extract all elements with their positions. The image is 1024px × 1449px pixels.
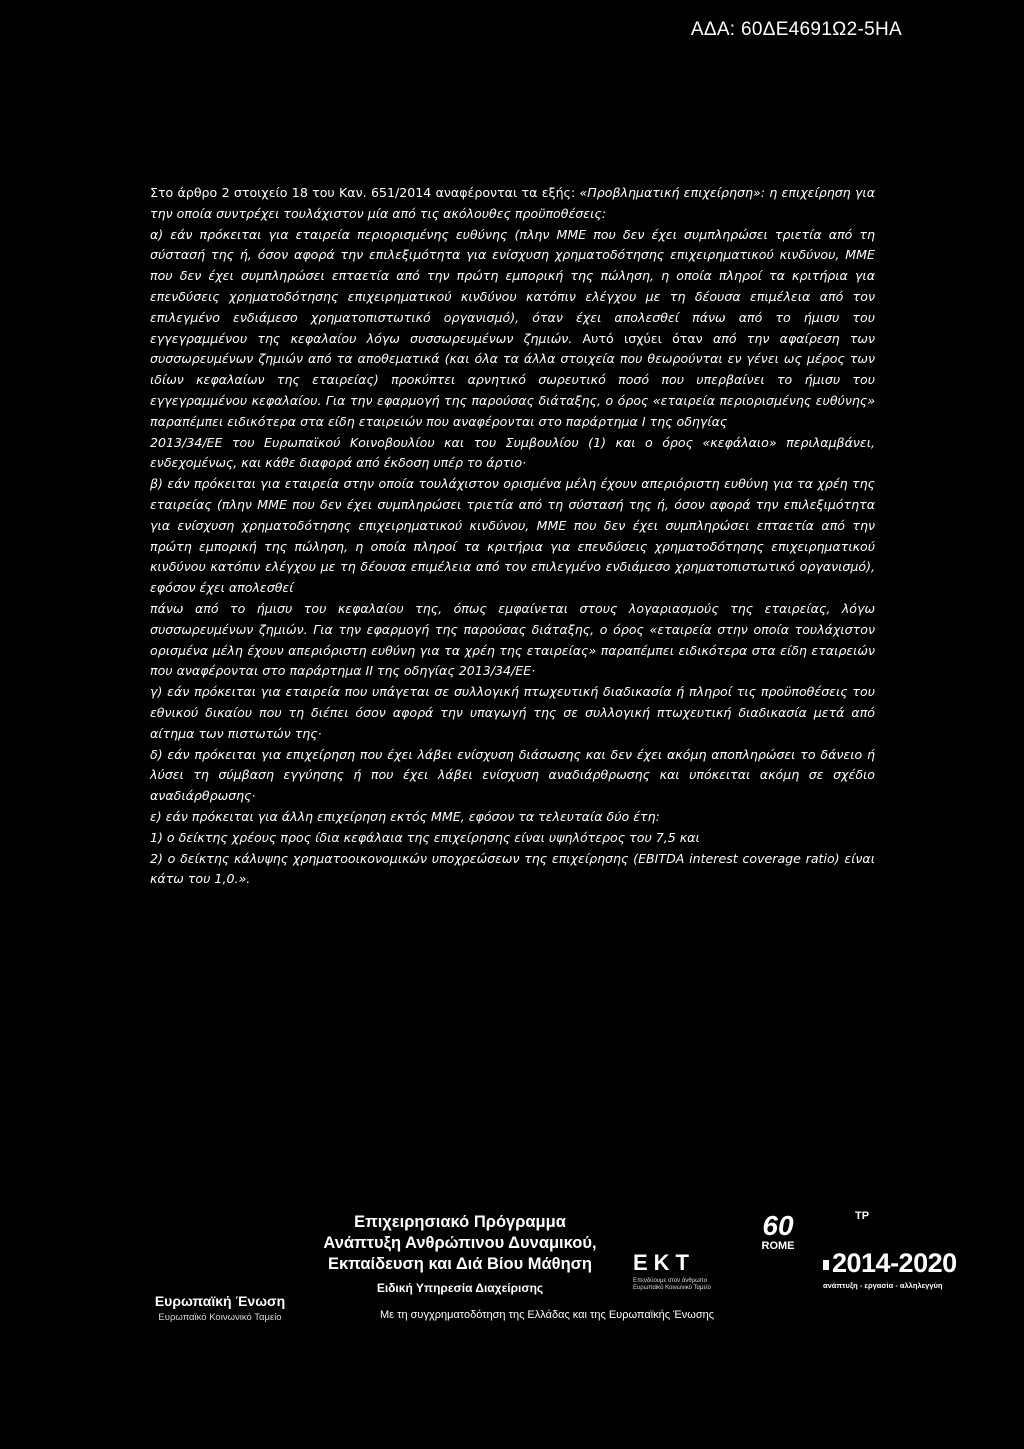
operational-programme <box>300 1212 620 1295</box>
paragraph <box>150 828 875 849</box>
op-title-line: Ανάπτυξη Ανθρώπινου Δυναμικού, <box>323 1234 597 1252</box>
text-run: «Προβληματική επιχείρηση»: η επιχείρηση για την οποία συντρέχει τουλάχιστον μία από τις ακόλουθες προϋποθέσεις: <box>150 185 875 221</box>
espa-period <box>823 1248 973 1279</box>
cofunding-statement: Με τη συγχρηματοδότηση της Ελλάδας και της Ευρωπαϊκής Ένωσης <box>380 1309 715 1321</box>
ekt-logo <box>633 1250 743 1292</box>
paragraph <box>150 433 875 475</box>
op-title-line: Επιχειρησιακό Πρόγραμμα <box>354 1213 566 1231</box>
text-run: ε) εάν πρόκειται για άλλη επιχείρηση εκτός ΜΜΕ, εφόσον τα τελευταία δύο έτη: <box>150 808 660 824</box>
ada-code: ΑΔΑ: 60ΔΕ4691Ω2-5ΗΑ <box>690 19 902 40</box>
managing-authority: Ειδική Υπηρεσία Διαχείρισης <box>376 1281 544 1295</box>
ekt-subtitle <box>633 1278 743 1292</box>
ekt-subtitle-line: Επενδύουμε στον άνθρωπο <box>633 1278 708 1284</box>
text-run: δ) εάν πρόκειται για επιχείρηση που έχει λάβει ενίσχυση διάσωσης και δεν έχει ακόμη αποπληρώσει το δάνειο ή λύσει τη σύμβαση εγγύησης ή που έχει λάβει ενίσχυση αναδιάρθρωσης και υπόκειται ακόμη σε σχέδιο αναδιάρθρωσης· <box>150 746 875 804</box>
text-run: β) εάν πρόκειται για εταιρεία στην οποία τουλάχιστον ορισμένα μέλη έχουν απεριόριστη ευθύνη για τα χρέη της εταιρείας (πλην ΜΜΕ που δεν έχει συμπληρώσει τριετία από τη σύστασή της ή, όσον αφορά την επιλεξιμότητα για ενίσχυση χρηματοδότησης επιχειρηματικού κινδύνου, ΜΜΕ που δεν έχει συμπληρώσει επταετία από την πρώτη εμπορική της πώληση, η οποία πληροί τα κριτήρια για επενδύσεις χρηματοδότησης επιχειρηματικού κινδύνου κατόπιν ελέγχου με τη δέουσα επιμέλεια από τον επιλεγμένο ενδιάμεσο χρηματοπιστωτικό οργανισμό), εφόσον έχει απολεσθεί <box>150 476 875 596</box>
document-body <box>150 183 875 890</box>
text-run: πάνω από το ήμισυ του κεφαλαίου της, όπως εμφαίνεται στους λογαριασμούς της εταιρείας, λόγω συσσωρευμένων ζημιών. Για την εφαρμογή της παρούσας διάταξης, ο όρος «εταιρεία στην οποία τουλάχιστον ορισμένα μέλη έχουν απεριόριστη ευθύνη για τα χρέη της εταιρείας» παραπέμπει ειδικότερα στα είδη εταιρειών που αναφέρονται στο παράρτημα II της οδηγίας 2013/34/ΕΕ· <box>150 600 875 679</box>
paragraph <box>150 599 875 682</box>
text-run: 2013/34/ΕΕ του Ευρωπαϊκού Κοινοβουλίου και του Συμβουλίου (1) και ο όρος «κεφάλαιο» περιλαμβάνει, ενδεχομένως, και κάθε διαφορά από έκδοση υπέρ το άρτιο· <box>150 434 875 471</box>
paragraph <box>150 849 875 891</box>
text-run: α) εάν πρόκειται για εταιρεία περιορισμένης ευθύνης (πλην ΜΜΕ που δεν έχει συμπληρώσει τριετία από τη σύστασή της ή, όσον αφορά την επιλεξιμότητα για ενίσχυση χρηματοδότησης επιχειρηματικού κινδύνου, ΜΜΕ που δεν έχει συμπληρώσει επταετία από την πρώτη εμπορική της πώληση, η οποία πληροί τα κριτήρια για επενδύσεις χρηματοδότησης επιχειρηματικού κινδύνου κατόπιν ελέγχου με τη δέουσα επιμέλεια από τον επιλεγμένο ενδιάμεσο χρηματοπιστωτικό οργανισμό), όταν έχει απολεσθεί πάνω από το ήμισυ του εγγεγραμμένου της κεφαλαίου λόγω συσσωρευμένων ζημιών. <box>150 226 875 346</box>
rome-number: 60 <box>762 1210 794 1241</box>
rome-word: ROME <box>761 1240 795 1252</box>
paragraph <box>150 225 875 433</box>
text-run: Αυτό ισχύει όταν <box>582 330 713 346</box>
text-run: από την αφαίρεση των συσσωρευμένων ζημιών από τα αποθεματικά (και όλα τα άλλα στοιχεία που θεωρούνται εν γένει ως μέρος των ιδίων κεφαλαίων της εταιρείας) προκύπτει αρνητικό σωρευτικό ποσό που υπερβαίνει το ήμισυ του εγγεγραμμένου κεφαλαίου. Για την εφαρμογή της παρούσας διάταξης, ο όρος «εταιρεία περιορισμένης ευθύνης» παραπέμπει ειδικότερα στα είδη εταιρειών που αναφέρονται στο παράρτημα I της οδηγίας <box>150 330 875 429</box>
eu-title: Ευρωπαϊκή Ένωση <box>154 1293 286 1309</box>
eu-fund-label: Ευρωπαϊκό Κοινωνικό Ταμείο <box>158 1312 282 1323</box>
paragraph <box>150 474 875 599</box>
text-run: 1) ο δείκτης χρέους προς ίδια κεφάλαια της επιχείρησης είναι υψηλότερος του 7,5 και <box>150 829 700 845</box>
espa-mark: ΤΡ <box>855 1210 870 1222</box>
rome-60-logo <box>748 1212 808 1252</box>
funding-footer <box>0 1200 1024 1340</box>
paragraph <box>150 807 875 828</box>
espa-motto: ανάπτυξη - εργασία - αλληλεγγύη <box>823 1281 943 1290</box>
bullet-icon <box>823 1260 829 1270</box>
op-title-line: Εκπαίδευση και Διά Βίου Μάθηση <box>327 1255 593 1273</box>
period-text: 2014-2020 <box>832 1248 957 1278</box>
eu-logo <box>150 1293 290 1323</box>
text-run: Στο άρθρο 2 στοιχείο 18 του Καν. 651/2014 αναφέρονται τα εξής: <box>150 185 580 200</box>
espa-logo <box>823 1248 973 1290</box>
text-run: γ) εάν πρόκειται για εταιρεία που υπάγεται σε συλλογική πτωχευτική διαδικασία ή πληροί τις προϋποθέσεις του εθνικού δικαίου που τη διέπει όσον αφορά την υπαγωγή της σε συλλογική πτωχευτική διαδικασία μετά από αίτημα των πιστωτών της· <box>150 684 875 741</box>
paragraph <box>150 745 875 807</box>
paragraph <box>150 183 875 225</box>
paragraph <box>150 682 875 744</box>
ekt-letters: ΕΚΤ <box>633 1250 695 1275</box>
text-run: 2) ο δείκτης κάλυψης χρηματοοικονομικών υποχρεώσεων της επιχείρησης (EBITDA interest coverage ratio) είναι κάτω του 1,0.». <box>150 850 875 887</box>
ekt-subtitle-line: Ευρωπαϊκό Κοινωνικό Ταμείο <box>633 1285 711 1291</box>
